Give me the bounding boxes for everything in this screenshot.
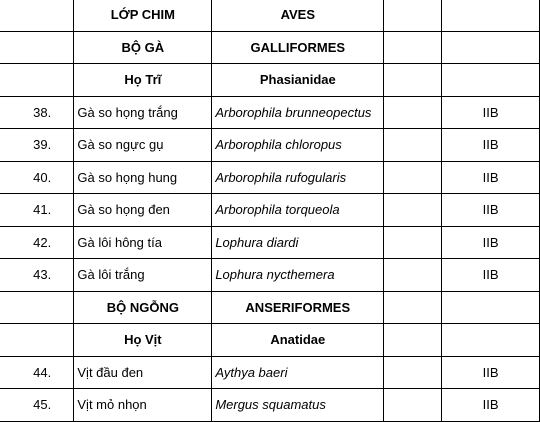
- scientific-name: Arborophila brunneopectus: [212, 96, 384, 129]
- empty-cell: [384, 31, 442, 64]
- group-name-vi: BỘ NGỖNG: [74, 291, 212, 324]
- species-row: [0, 356, 540, 389]
- group-name-latin: Anatidae: [212, 324, 384, 357]
- number-cell: [0, 324, 74, 357]
- common-name: Gà so họng đen: [74, 194, 212, 227]
- empty-cell: [384, 194, 442, 227]
- species-row: [0, 129, 540, 162]
- group-name-vi: Họ Trĩ: [74, 64, 212, 97]
- category-cell: [442, 31, 540, 64]
- category-cell: IIB: [442, 194, 540, 227]
- group-name-latin: GALLIFORMES: [212, 31, 384, 64]
- group-name-latin: AVES: [212, 0, 384, 31]
- group-name-latin: ANSERIFORMES: [212, 291, 384, 324]
- number-cell: [0, 291, 74, 324]
- row-number: 39.: [0, 129, 74, 162]
- group-name-vi: BỘ GÀ: [74, 31, 212, 64]
- empty-cell: [384, 291, 442, 324]
- species-row: [0, 194, 540, 227]
- species-row: [0, 96, 540, 129]
- scientific-name: Arborophila chloropus: [212, 129, 384, 162]
- empty-cell: [384, 0, 442, 31]
- empty-cell: [384, 64, 442, 97]
- group-header-row: [0, 0, 540, 31]
- empty-cell: [384, 389, 442, 422]
- scientific-name: Arborophila torqueola: [212, 194, 384, 227]
- category-cell: IIB: [442, 161, 540, 194]
- category-cell: [442, 324, 540, 357]
- row-number: 42.: [0, 226, 74, 259]
- row-number: 41.: [0, 194, 74, 227]
- group-header-row: [0, 324, 540, 357]
- scientific-name: Lophura nycthemera: [212, 259, 384, 292]
- empty-cell: [384, 324, 442, 357]
- group-name-vi: LỚP CHIM: [74, 0, 212, 31]
- category-cell: IIB: [442, 226, 540, 259]
- common-name: Vịt mỏ nhọn: [74, 389, 212, 422]
- common-name: Gà so ngực gụ: [74, 129, 212, 162]
- row-number: 44.: [0, 356, 74, 389]
- row-number: 38.: [0, 96, 74, 129]
- scientific-name: Arborophila rufogularis: [212, 161, 384, 194]
- group-header-row: [0, 31, 540, 64]
- category-cell: IIB: [442, 129, 540, 162]
- group-name-latin: Phasianidae: [212, 64, 384, 97]
- row-number: 40.: [0, 161, 74, 194]
- group-header-row: [0, 291, 540, 324]
- common-name: Gà lôi hông tía: [74, 226, 212, 259]
- group-header-row: [0, 64, 540, 97]
- species-row: [0, 259, 540, 292]
- common-name: Gà so họng hung: [74, 161, 212, 194]
- empty-cell: [384, 96, 442, 129]
- number-cell: [0, 64, 74, 97]
- category-cell: IIB: [442, 389, 540, 422]
- common-name: Vịt đầu đen: [74, 356, 212, 389]
- common-name: Gà lôi trắng: [74, 259, 212, 292]
- category-cell: [442, 291, 540, 324]
- scientific-name: Mergus squamatus: [212, 389, 384, 422]
- scientific-name: Lophura diardi: [212, 226, 384, 259]
- group-name-vi: Họ Vịt: [74, 324, 212, 357]
- category-cell: [442, 64, 540, 97]
- category-cell: IIB: [442, 356, 540, 389]
- row-number: 45.: [0, 389, 74, 422]
- category-cell: IIB: [442, 96, 540, 129]
- row-number: 43.: [0, 259, 74, 292]
- category-cell: IIB: [442, 259, 540, 292]
- empty-cell: [384, 129, 442, 162]
- species-row: [0, 389, 540, 422]
- common-name: Gà so họng trắng: [74, 96, 212, 129]
- number-cell: [0, 0, 74, 31]
- number-cell: [0, 31, 74, 64]
- species-row: [0, 226, 540, 259]
- scientific-name: Aythya baeri: [212, 356, 384, 389]
- category-cell: [442, 0, 540, 31]
- species-row: [0, 161, 540, 194]
- empty-cell: [384, 356, 442, 389]
- empty-cell: [384, 259, 442, 292]
- empty-cell: [384, 226, 442, 259]
- empty-cell: [384, 161, 442, 194]
